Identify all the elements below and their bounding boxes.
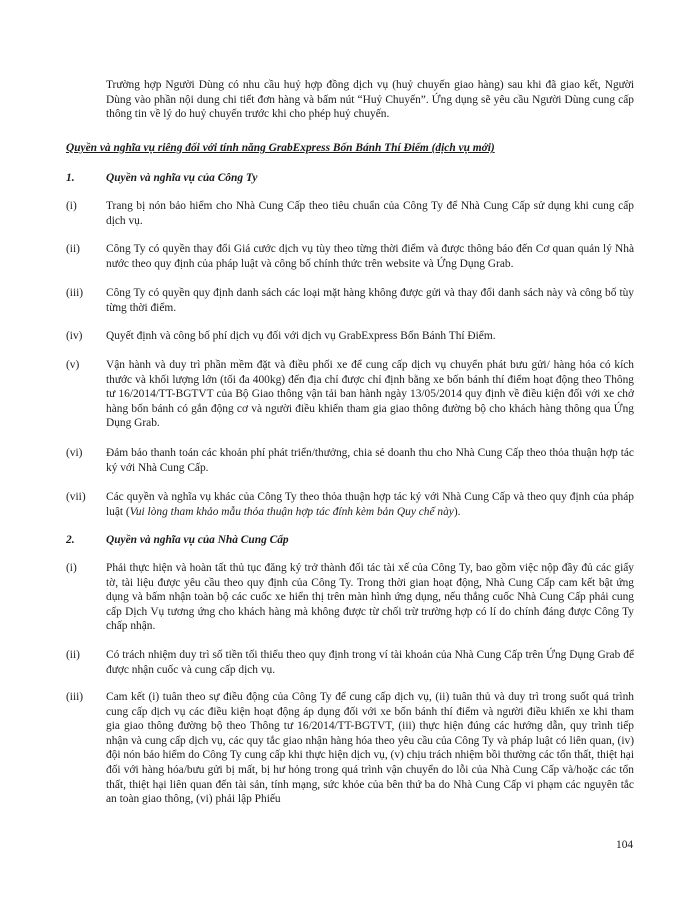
company-item-iv <box>66 329 634 344</box>
item-text: Quyết định và công bố phí dịch vụ đối với dịch vụ GrabExpress Bốn Bánh Thí Điểm. <box>106 330 496 342</box>
item-note: Vui lòng tham khảo mẫu thỏa thuận hợp tác đính kèm bản Quy chế này <box>129 505 454 518</box>
section-title: Quyền và nghĩa vụ riêng đối với tính năng GrabExpress Bốn Bánh Thí Điểm (dịch vụ mới) <box>66 142 495 154</box>
item-text: Phải thực hiện và hoàn tất thủ tục đăng ký trở thành đối tác tài xế của Công Ty, bao gồm việc nộp đầy đủ các giấy tờ, tài liệu được yêu cầu theo quy định của Công Ty. Trong thời gian hoạt động, Nhà Cung Cấp cam kết bật ứng dụng và bấm nhận toàn bộ các cuốc xe hiển thị trên màn hình ứng dụng, nếu thắng cuốc Nhà Cung Cấp phải cung cấp Dịch Vụ tương ứng cho khách hàng mà không được từ chối trừ trường hợp có lí do chính đáng được Công Ty chấp nhận. <box>106 562 634 633</box>
item-number: (ii) <box>66 649 80 661</box>
heading-number: 2. <box>66 534 75 546</box>
item-number: (ii) <box>66 243 80 255</box>
item-text: Vận hành và duy trì phần mềm đặt và điều phối xe để cung cấp dịch vụ chuyển phát bưu gửi/ hàng hóa có kích thước và khối lượng lớn (tối đa 400kg) đến địa chỉ được chỉ định bằng xe bốn bánh thí điểm hoạt động theo Thông tư 16/2014/TT-BGTVT của Bộ Giao thông vận tải ban hành ngày 13/05/2014 quy định về điều kiện đối với xe chở hàng bốn bánh có gắn động cơ và người điều khiển tham gia giao thông đường bộ cho khách hàng thông qua Ứng Dụng Grab. <box>106 359 634 430</box>
item-text: Có trách nhiệm duy trì số tiền tối thiểu theo quy định trong ví tài khoản của Nhà Cung Cấp trên Ứng Dụng Grab để được nhận cuốc và cung cấp dịch vụ. <box>106 649 634 676</box>
company-item-v <box>66 358 634 431</box>
provider-item-i <box>66 561 634 634</box>
company-item-iii <box>66 286 634 315</box>
item-number: (iii) <box>66 287 84 299</box>
item-number: (v) <box>66 359 80 371</box>
item-number: (vii) <box>66 491 86 503</box>
heading-title: Quyền và nghĩa vụ của Nhà Cung Cấp <box>106 534 289 546</box>
item-text: Cam kết (i) tuân theo sự điều động của Công Ty để cung cấp dịch vụ, (ii) tuân thủ và duy trì trong suốt quá trình cung cấp dịch vụ các điều kiện hoạt động áp dụng đối với xe bốn bánh thí điểm và người điều khiển xe khi tham gia giao thông đường bộ theo Thông tư 16/2014/TT-BGTVT, (iii) thực hiện đúng các hướng dẫn, quy trình tiếp nhận và cung cấp dịch vụ, các quy tắc giao nhận hàng hóa theo yêu cầu của Công Ty và pháp luật có liên quan, (iv) đội nón bảo hiểm do Công Ty cung cấp khi thực hiện dịch vụ, (v) chịu trách nhiệm bồi thường các tổn thất, thiệt hại đối với hàng hóa/bưu gửi bị mất, bị hư hỏng trong quá trình vận chuyển do lỗi của Nhà Cung Cấp và/hoặc các tổn thất, thiệt hại liên quan đến tài sản, tính mạng, sức khỏe của bên thứ ba do Nhà Cung Cấp vi phạm các nguyên tắc an toàn giao thông, (vi) phải lập Phiếu <box>106 691 634 806</box>
item-text: Công Ty có quyền quy định danh sách các loại mặt hàng không được gửi và thay đổi danh sách này và công bố tùy từng thời điểm. <box>106 287 634 314</box>
item-text <box>106 490 634 519</box>
company-item-vi <box>66 446 634 475</box>
provider-item-iii <box>66 690 634 807</box>
item-number: (iii) <box>66 691 84 703</box>
item-number: (i) <box>66 200 77 212</box>
provider-item-ii <box>66 648 634 677</box>
item-number: (i) <box>66 562 77 574</box>
item-text: Đảm bảo thanh toán các khoản phí phát triển/thưởng, chia sẻ doanh thu cho Nhà Cung Cấp theo thỏa thuận hợp tác ký với Nhà Cung Cấp. <box>106 447 634 474</box>
item-text: Trang bị nón bảo hiểm cho Nhà Cung Cấp theo tiêu chuẩn của Công Ty để Nhà Cung Cấp sử dụng khi cung cấp dịch vụ. <box>106 200 634 227</box>
company-item-vii <box>66 490 634 519</box>
item-number: (iv) <box>66 330 83 342</box>
item-text-tail: ). <box>453 505 461 518</box>
page-number: 104 <box>616 839 634 851</box>
item-number: (vi) <box>66 447 83 459</box>
item-text: Công Ty có quyền thay đổi Giá cước dịch vụ tùy theo từng thời điểm và được thông báo đến Cơ quan quản lý Nhà nước theo quy định của pháp luật và công bố chính thức trên website và Ứng Dụng Grab. <box>106 243 634 270</box>
company-item-i <box>66 199 634 228</box>
intro-paragraph: Trường hợp Người Dùng có nhu cầu huỷ hợp đồng dịch vụ (huỷ chuyến giao hàng) sau khi đã giao kết, Người Dùng vào phần nội dung chi tiết đơn hàng và bấm nút “Huỷ Chuyến”. Ứng dụng sẽ yêu cầu Người Dùng cung cấp thông tin về lý do huỷ chuyến trước khi cho phép huỷ chuyến. <box>106 79 634 121</box>
item-text-main: Các quyền và nghĩa vụ khác của Công Ty theo thỏa thuận hợp tác ký với Nhà Cung Cấp và theo quy định của pháp luật ( <box>106 491 634 518</box>
heading-title: Quyền và nghĩa vụ của Công Ty <box>106 172 258 184</box>
heading-number: 1. <box>66 172 75 184</box>
company-item-ii <box>66 242 634 271</box>
